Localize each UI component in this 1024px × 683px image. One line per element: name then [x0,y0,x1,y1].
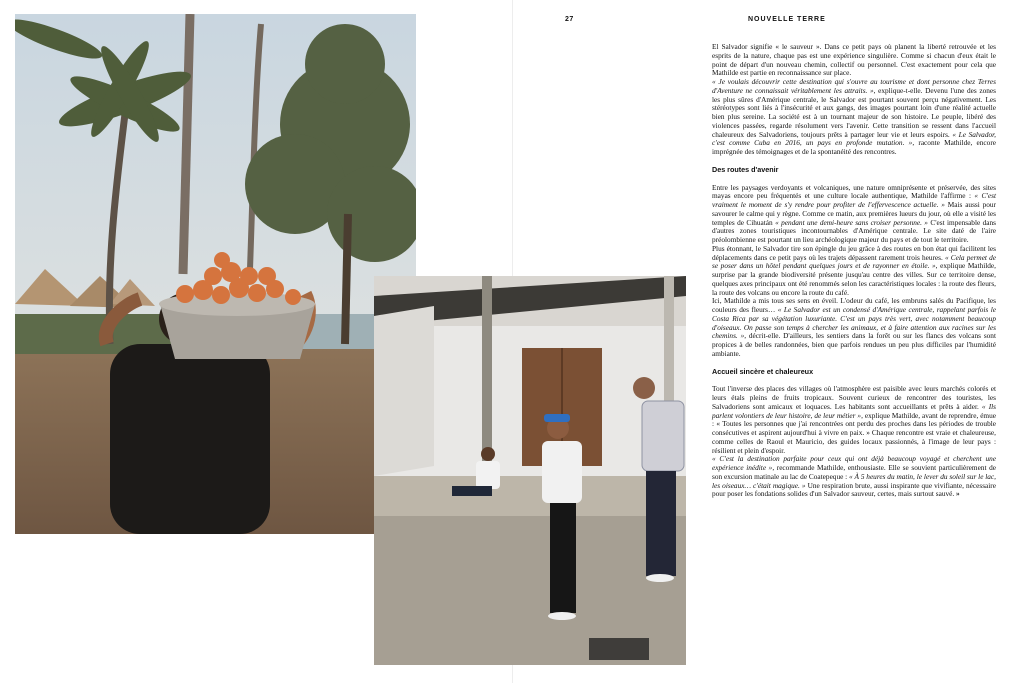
text: Mais aussi pour savourer le calme qui y règne. Comme ce matin, aux premières lueurs du jour, où elle a visité les temples de Cihuatán [712,200,996,227]
text: , décrit-elle. D'ailleurs, les sentiers dans la forêt ou sur les flancs des volcans sont propices à de belles randonnées, bien que parfois rendues un peu plus difficiles par l'humidité ambiante. [712,331,996,358]
text: C'est impensable dans d'autres zones touristiques incontournables d'Amérique centrale. Le site daté de l'aire préolombienne est pourtant un lieu archéologique majeur du pays et de tout le territoire. [712,217,996,244]
paragraph-2 [712,78,996,157]
quote: « pendant une demi-heure sans croiser personne. » [775,217,928,227]
running-head: NOUVELLE TERRE [748,16,826,23]
paragraph-routes-2 [712,245,996,298]
text: Une respiration brute, aussi inspirante que vivifiante, nécessaire pour poser les fondations solides d'un Salvador sauveur, certes, mais surtout sauvé. [712,480,996,499]
text: , raconte Mathilde, encore imprégnée des témoignages et de la spontanéité des rencontres. [712,138,996,156]
quote: « C'est vraiment le moment de s'y rendre pour profiter de l'effervescence actuelle. » [712,191,997,209]
text: Tout l'inverse des places des villages où l'atmosphère est paisible avec leurs marchés colorés et leurs étals pleins de fruits tropicaux. Souvent curieux de rencontrer des touristes, les Salvadoriens sont amicaux et loquaces. Les habitants sont accueillants et prêts à aider. [712,384,996,411]
end-mark: » [956,489,960,499]
paragraph-accueil-1 [712,385,996,455]
photo-village-street-image [374,276,686,665]
paragraph-accueil-2 [712,455,996,499]
quote: « Le Salvador est un condensé d'Amérique centrale, rappelant parfois le Costa Rica par sa végétation luxuriante. C'est un pays très vert, avec notamment beaucoup d'oiseaux. On passe son temps à chercher les animaux, et à faire attention aux racines sur les chemins. » [712,305,996,341]
text: , recommande Mathilde, enthousiaste. Elle se souvient particulièrement de son excursion matinale au lac de Coatepeque : [712,463,997,481]
quote: « Je voulais découvrir cette destination qui s'ouvre au tourisme et dont personne chez Terres d'Aventure ne connaissait véritablement les attraits. » [712,77,996,95]
quote: « C'est la destination parfaite pour ceux qui ont déjà beaucoup voyagé et cherchent une expérience inédite » [712,454,996,472]
quote: « Ils parlent volontiers de leur histoire, de leur métier » [712,401,996,420]
section-heading-routes: Des routes d'avenir [712,164,779,174]
text: , explique Mathilde, avant de reprendre, émue : « Toutes les personnes que j'ai rencontrées ont perdu des proches dans les périodes de trouble consécutives et aspirent aujourd'hui à vivre en paix. » Chaque rencontre est vraie et chaleureuse, comme celles de Raoul et Mauricio, des guides locaux passionnés, à l'image de leur pays : résilient et plein d'espoir. [712,410,996,455]
text: , explique Mathilde, surprise par la grande biodiversité présente jusqu'au centre des villes. Sur ce territoire dense, quelques axes principaux ont été renommés selon les caractéristiques locales : la route des fleurs, la route des volcans ou encore la route du café. [712,261,996,297]
quote: « Cela permet de se poser dans un hôtel pendant quelques jours et de rayonner en étoile. » [712,252,996,271]
quote: « À 5 heures du matin, le lever du soleil sur le lac, les oiseaux… c'était magique. » [712,471,996,490]
paragraph-routes-3 [712,297,996,358]
photo-fruit-carrier [15,14,416,534]
photo-fruit-carrier-image [15,14,416,534]
article-body [712,43,996,499]
text: Ici, Mathilde a mis tous ses sens en éveil. L'odeur du café, les embruns salés du Pacifique, les couleurs des fleurs… [712,296,996,314]
text: Entre les paysages verdoyants et volcaniques, une nature omniprésente et préservée, des sites mayas encore peu fréquentés et une culture locale authentique, Mathilde l'affirme : [712,182,996,201]
photo-village-street [374,276,686,665]
page-number: 27 [565,16,574,23]
section-heading-accueil: Accueil sincère et chaleureux [712,366,814,376]
text: Plus étonnant, le Salvador tire son épingle du jeu grâce à des routes en bon état qui facilitent les déplacements dans ce petit pays où les trajets dépassent rarement trois heures. [712,243,996,262]
paragraph-routes-1 [712,184,996,245]
text: , explique-t-elle. Devenu l'une des zones les plus sûres d'Amérique centrale, le Salvador est pourtant souvent perçu négativement. Les stéréotypes sont liés à l'insécurité et aux gangs, des images pourtant loin d'une réalité actuelle bien plus sereine. La société est à un tournant majeur de son histoire. Le peuple, libéré des violences passées, regarde résolument vers l'avenir. Cette transition se ressent dans l'accueil chaleureux des Salvadoriens, toujours prêts à partager leur vie et leurs espoirs. [712,85,996,139]
quote: « Le Salvador, c'est comme Cuba en 2016, un pays en profonde mutation. » [712,129,996,148]
intro-paragraph: El Salvador signifie « le sauveur ». Dans ce petit pays où planent la liberté retrouvée et les esprits de la nature, chaque pas est une expérience singulière. Comme si chacun d'eux était le point de départ d'un nouveau chemin, collectif ou personnel. C'est exactement pour cela que Mathilde est partie en reconnaissance sur place. [712,42,996,78]
